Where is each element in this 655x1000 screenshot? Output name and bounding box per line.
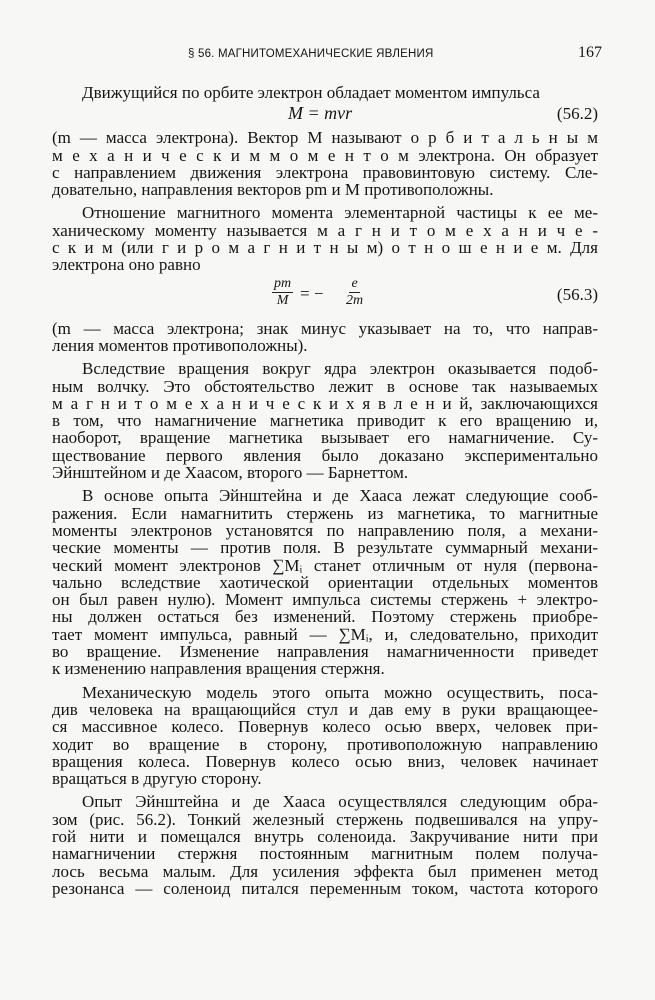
text-line: ны должен остаться без изменений. Поэтому стержень приобре-	[52, 607, 598, 627]
text-line: в том, что намагничение магнетика приводит к его вращению и,	[52, 411, 598, 431]
text-line: ческие моменты — против поля. В результате суммарный механи-	[52, 538, 598, 558]
text-line: гой нити и помещался внутрь соленоида. Закручивание нити при	[52, 826, 598, 846]
text-line: м е х а н и ч е с к и м м о м е н т о м электрона. Он образует	[52, 145, 598, 165]
text-line: вращаться в другую сторону.	[52, 769, 262, 789]
text-line: м а г н и т о м е х а н и ч е с к и х я в л е н и й, заключающихся	[52, 393, 598, 413]
text-line: резонанса — соленоид питался переменным током, частота которого	[52, 878, 598, 898]
fraction-numerator: e	[351, 275, 358, 291]
text-line: Вследствие вращения вокруг ядра электрон оказывается подоб-	[82, 359, 598, 379]
fraction-denominator: M	[276, 292, 289, 308]
running-header	[0, 44, 655, 66]
equation-56-2	[52, 101, 598, 129]
text-line: ческий момент электронов ∑Mᵢ станет отличным от нуля (первона-	[52, 555, 598, 575]
section-title: § 56. МАГНИТОМЕХАНИЧЕСКИЕ ЯВЛЕНИЯ	[188, 48, 434, 60]
text-line: лось весьма малым. Для усиления эффекта был применен метод	[52, 861, 598, 881]
text-line: довательно, направления векторов pm и M противоположны.	[52, 180, 494, 200]
text-line: наоборот, вращение магнетика вызывает его намагничение. Су-	[52, 428, 598, 448]
text-line: с к и м (или г и р о м а г н и т н ы м) о т н о ш е н и е м. Для	[52, 238, 598, 258]
text-line: с направлением движения электрона правовинтовую систему. Сле-	[52, 162, 598, 182]
text-line: тает момент импульса, равный — ∑Mᵢ, и, следовательно, приходит	[52, 624, 598, 644]
equation-number: (56.3)	[556, 284, 598, 304]
equation-56-3	[52, 274, 598, 320]
equation-text: M = mvr	[288, 103, 353, 124]
body-text	[52, 84, 598, 897]
equals-minus: = −	[300, 283, 324, 303]
text-line: ся массивное колесо. Повернув колесо осью вверх, человек при-	[52, 717, 598, 737]
text-line: электрона оно равно	[52, 255, 201, 275]
text-line: Отношение магнитного момента элементарной частицы к ее ме-	[82, 203, 598, 223]
fraction-lhs	[272, 276, 293, 309]
text-line: (m — масса электрона; знак минус указывает на то, что направ-	[52, 318, 598, 338]
text-line: ходит во вращение в сторону, противоположную направлению	[52, 734, 598, 754]
text-line: он был равен нулю). Момент импульса системы стержень + электро-	[52, 590, 598, 610]
text-line: моменты электронов установятся по направлению поля, а механи-	[52, 520, 598, 540]
text-line: вращения колеса. Повернув колесо осью вниз, человек начинает	[52, 751, 598, 771]
text-line: ханическому моменту называется м а г н и т о м е х а н и ч е -	[52, 220, 598, 240]
text-line: ражения. Если намагнитить стержень из магнетика, то магнитные	[52, 503, 598, 523]
text-line: Опыт Эйнштейна и де Хааса осуществлялся следующим обра-	[82, 792, 598, 812]
text-line: Движущийся по орбите электрон обладает моментом импульса	[82, 83, 540, 102]
text-line: В основе опыта Эйнштейна и де Хааса лежат следующие сооб-	[82, 486, 598, 506]
text-line: ления моментов противоположны).	[52, 335, 308, 355]
fraction-rhs	[344, 276, 365, 309]
text-line: во вращение. Изменение направления намагниченности приведет	[52, 642, 598, 662]
text-line: намагничении стержня постоянным магнитным полем получа-	[52, 844, 598, 864]
equation-number: (56.2)	[556, 104, 598, 124]
fraction-denominator: 2m	[346, 292, 364, 308]
text-line: зом (рис. 56.2). Тонкий железный стержень подвешивался на упру-	[52, 809, 598, 829]
text-line: Эйнштейном и де Хаасом, второго — Барнеттом.	[52, 463, 409, 483]
text-line: Механическую модель этого опыта можно осуществить, поса-	[82, 682, 598, 702]
page-number: 167	[578, 44, 602, 61]
text-line: ществование первого явления было доказано экспериментально	[52, 445, 598, 465]
fraction-numerator: pm	[274, 275, 292, 291]
text-line: див человека на вращающийся стул и дав ему в руки вращающее-	[52, 699, 598, 719]
text-line: ным волчку. Это обстоятельство лежит в основе так называемых	[52, 376, 598, 396]
text-line: (m — масса электрона). Вектор M называют о р б и т а л ь н ы м	[52, 128, 598, 148]
text-line: чально вследствие хаотической ориентации отдельных моментов	[52, 572, 598, 592]
text-line: к изменению направления вращения стержня.	[52, 659, 385, 679]
